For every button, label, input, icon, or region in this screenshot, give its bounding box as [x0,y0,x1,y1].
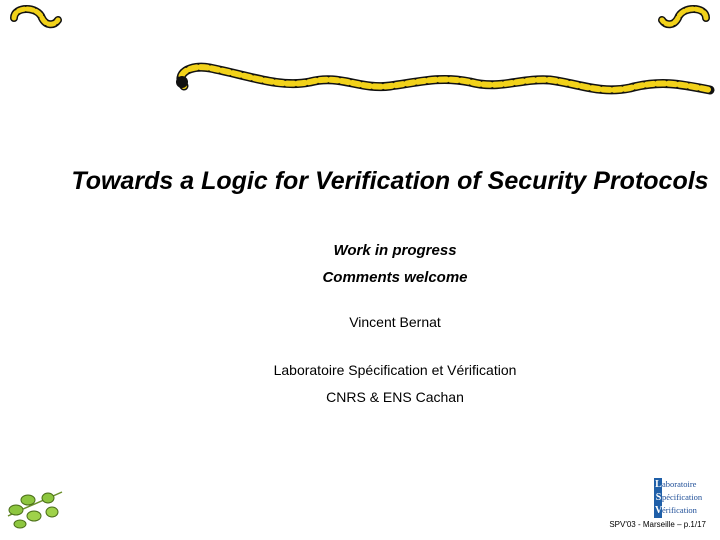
snake-banner-icon [170,56,720,116]
lsv-logo [654,478,716,518]
logo-line-laboratoire: Laboratoire [655,479,697,490]
slide-title: Towards a Logic for Verification of Security Protocols [71,167,709,195]
slide-footer: SPV'03 - Marseille – p.1/17 [609,520,706,529]
logo-line-verification: Vérification [655,505,697,516]
snake-top-left-icon [8,4,64,32]
affiliation-lab: Laboratoire Spécification et Vérification [273,362,517,378]
subtitle-work-in-progress: Work in progress [333,242,457,259]
logo-line-specification: Spécification [655,492,703,503]
author-name: Vincent Bernat [349,314,441,330]
subtitle-comments-welcome: Comments welcome [322,269,468,286]
affiliation-institution: CNRS & ENS Cachan [326,389,464,405]
leaves-icon [4,486,66,532]
snake-top-right-icon [656,4,712,32]
